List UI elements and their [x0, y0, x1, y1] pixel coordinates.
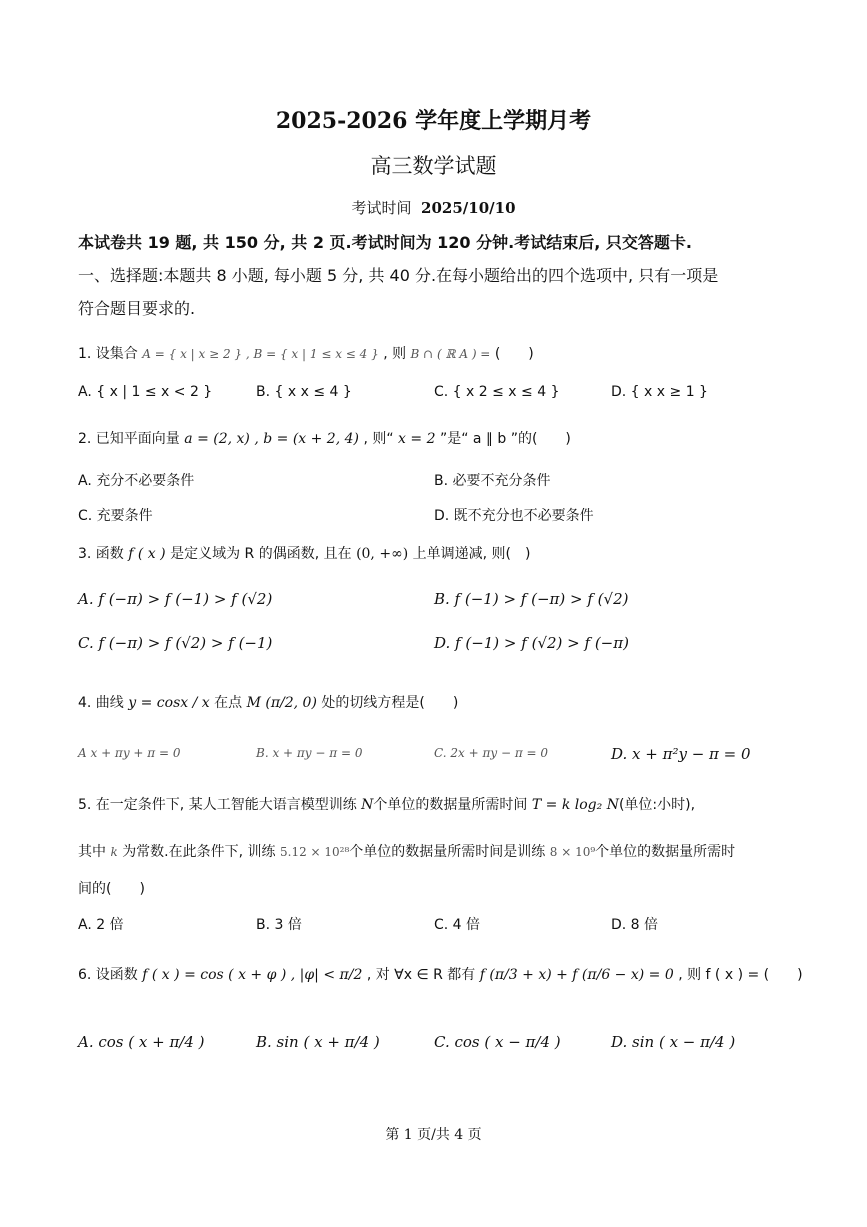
question-3-option-c: C. f (−π) > f (√2) > f (−1): [78, 634, 273, 652]
question-4-math: y = cosx / x: [128, 695, 210, 711]
question-2-option-a: A. 充分不必要条件: [78, 473, 195, 489]
question-5-option-b: B. 3 倍: [256, 917, 302, 933]
question-5-line1-math2: T = k log₂ N: [531, 797, 619, 813]
question-5-line2: [78, 841, 735, 861]
question-2-suffix: ”是“ a ∥ b ”的( ): [439, 431, 571, 447]
question-4-option-a-text: A x + πy + π = 0: [78, 746, 181, 760]
question-4-option-c: [434, 745, 548, 761]
question-5-line2-mid2: 个单位的数据量所需时间是训练: [349, 844, 546, 860]
question-3-stem: [78, 543, 530, 563]
question-1-option-c: C. { x 2 ≤ x ≤ 4 }: [434, 384, 560, 400]
question-2-prefix: 2. 已知平面向量: [78, 431, 180, 447]
question-6-mid: , 对 ∀x ∈ R 都有: [366, 967, 476, 983]
question-5-line1-prefix: 5. 在一定条件下, 某人工智能大语言模型训练: [78, 797, 357, 813]
question-6-math: f ( x ) = cos ( x + φ ) , |φ| < π/2: [142, 967, 363, 983]
question-5-line2-suffix: 个单位的数据量所需时: [595, 844, 736, 860]
question-5-line2-math: k: [110, 845, 118, 859]
question-4-option-d: D. x + π²y − π = 0: [611, 745, 751, 763]
question-1-mid: , 则: [383, 346, 407, 362]
question-4-option-b-text: B. x + πy − π = 0: [256, 746, 363, 760]
question-6-prefix: 6. 设函数: [78, 967, 138, 983]
question-3-option-a: A. f (−π) > f (−1) > f (√2): [78, 590, 273, 608]
question-2-mid: , 则“: [363, 431, 394, 447]
question-6-suffix: , 则 f ( x ) = ( ): [678, 967, 803, 983]
question-5-option-c: C. 4 倍: [434, 917, 481, 933]
question-5-line2-math2: 5.12 × 10²⁸: [280, 845, 350, 859]
question-1-prefix: 1. 设集合: [78, 346, 138, 362]
question-1-math2: B ∩ ( ℝ A ) =: [410, 347, 491, 361]
question-2-option-d: D. 既不充分也不必要条件: [434, 508, 594, 524]
question-3-math2: (0, +∞): [356, 546, 409, 562]
question-3-mid: 是定义域为 R 的偶函数, 且在: [170, 546, 352, 562]
question-5-line1-suffix: (单位:小时),: [618, 797, 696, 813]
question-3-prefix: 3. 函数: [78, 546, 124, 562]
question-2-stem: [78, 428, 571, 448]
exam-time: [0, 197, 867, 218]
question-3-option-b: B. f (−1) > f (−π) > f (√2): [434, 590, 629, 608]
page-number-footer: 第 1 页/共 4 页: [385, 1127, 482, 1143]
question-2-option-b: B. 必要不充分条件: [434, 473, 551, 489]
question-5-option-d: D. 8 倍: [611, 917, 659, 933]
question-2-math: a = (2, x) , b = (x + 2, 4): [184, 431, 359, 447]
question-4-option-b: [256, 745, 362, 761]
question-6-option-d: D. sin ( x − π/4 ): [611, 1033, 736, 1051]
question-3-suffix: 上单调递减, 则( ): [412, 546, 531, 562]
question-4-math2: M (π/2, 0): [246, 695, 317, 711]
question-1-option-a: A. { x | 1 ≤ x < 2 }: [78, 384, 213, 400]
question-5-line1: [78, 794, 695, 814]
question-1-math: A = { x | x ≥ 2 } , B = { x | 1 ≤ x ≤ 4 }: [142, 347, 379, 361]
question-2-math2: x = 2: [398, 431, 436, 447]
question-6-option-c: C. cos ( x − π/4 ): [434, 1033, 561, 1051]
question-5-line1-mid: 个单位的数据量所需时间: [373, 797, 528, 813]
question-4-option-a: [78, 745, 181, 761]
question-4-stem: [78, 692, 458, 712]
question-5-line1-math: N: [361, 797, 374, 813]
exam-intro: 本试卷共 19 题, 共 150 分, 共 2 页.考试时间为 120 分钟.考试结束后, 只交答题卡.: [78, 233, 692, 252]
question-3-option-d: D. f (−1) > f (√2) > f (−π): [434, 634, 629, 652]
question-5-line2-mid: 为常数.在此条件下, 训练: [122, 844, 276, 860]
question-1-suffix: ( ): [494, 346, 534, 362]
question-5-line2-math3: 8 × 10⁹: [549, 845, 596, 859]
question-1-stem: [78, 343, 534, 363]
question-5-option-a: A. 2 倍: [78, 917, 124, 933]
question-4-suffix: 处的切线方程是( ): [321, 695, 459, 711]
question-4-mid: 在点: [214, 695, 243, 711]
question-5-line2-prefix: 其中: [78, 844, 106, 860]
question-1-option-d: D. { x x ≥ 1 }: [611, 384, 708, 400]
exam-time-value: 2025/10/10: [421, 199, 516, 217]
section-heading-line1: 一、选择题:本题共 8 小题, 每小题 5 分, 共 40 分.在每小题给出的四个选项中, 只有一项是: [78, 266, 719, 285]
question-6-option-b: B. sin ( x + π/4 ): [256, 1033, 380, 1051]
question-6-stem: [78, 964, 803, 984]
question-4-option-c-text: C. 2x + πy − π = 0: [434, 746, 549, 760]
exam-subtitle: 高三数学试题: [370, 154, 497, 178]
section-heading-line2: 符合题目要求的.: [78, 299, 196, 318]
exam-title: 2025-2026 学年度上学期月考: [275, 108, 592, 134]
question-4-prefix: 4. 曲线: [78, 695, 124, 711]
question-3-math: f ( x ): [128, 546, 166, 562]
question-6-option-a: A. cos ( x + π/4 ): [78, 1033, 205, 1051]
exam-time-label: 考试时间: [351, 199, 412, 217]
question-6-math2: f (π/3 + x) + f (π/6 − x) = 0: [479, 967, 674, 983]
question-5-line3: 间的( ): [78, 881, 145, 897]
question-2-option-c: C. 充要条件: [78, 508, 153, 524]
question-1-option-b: B. { x x ≤ 4 }: [256, 384, 352, 400]
